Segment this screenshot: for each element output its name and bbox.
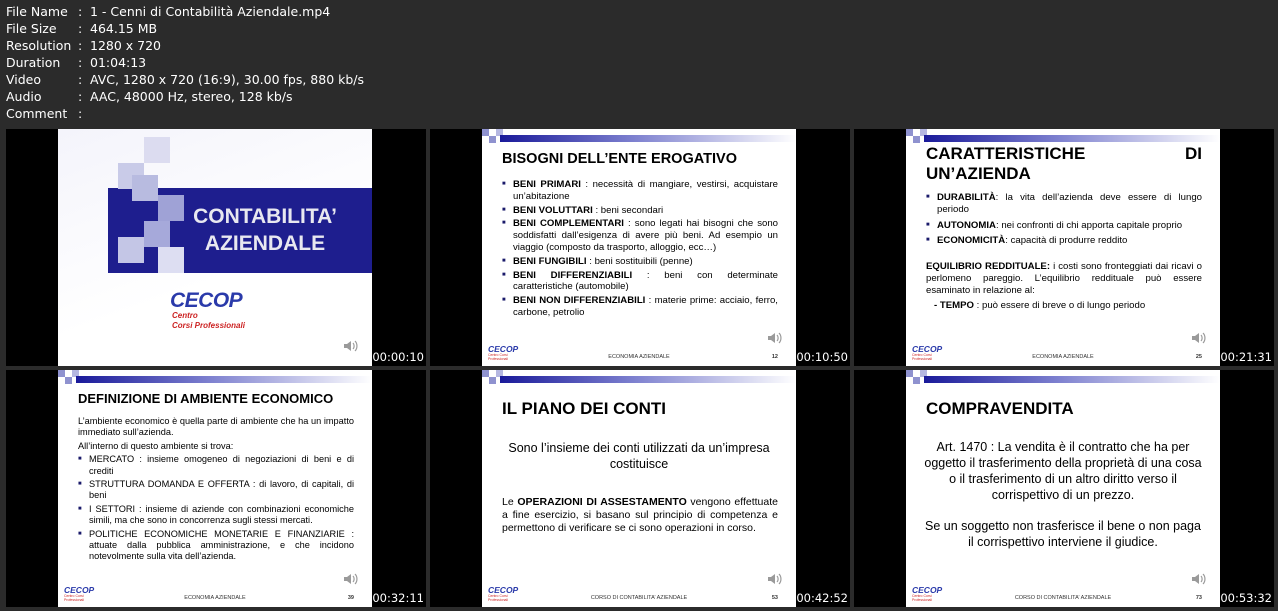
bullet: ■ BENI FUNGIBILI : beni sostituibili (penne) — [502, 256, 778, 268]
cecop-logo: CECOP Centro Corsi Professionali — [488, 344, 519, 361]
bullet: ■ AUTONOMIA: nei confronti di chi apporta capitale proprio — [926, 220, 1202, 232]
cecop-logo: CECOP Centro Corsi Professionali — [170, 289, 245, 330]
slide-subtitle: Sono l’insieme dei conti utilizzati da un’impresa costituisce — [508, 441, 770, 471]
timestamp: 00:32:11 — [372, 591, 424, 605]
cover-title: CONTABILITA’ AZIENDALE — [193, 205, 337, 255]
thumbnail-tile[interactable] — [854, 129, 1274, 366]
slide: COMPRAVENDITA Art. 1470 : La vendita è il contratto che ha per oggetto il trasferimento della proprietà di una cosa o il trasferimento di un altro diritto verso il corrispettivo di un prezzo. Se un soggetto non trasferisce il bene o non paga il corrispettivo interviene il giudice. CECOP Centro Corsi Professionali CORSO DI CONTABILITA’ AZIENDALE 73 — [906, 370, 1220, 607]
info-row: File Name : 1 - Cenni di Contabilità Aziendale.mp4 — [6, 4, 331, 19]
slide-title: IL PIANO DEI CONTI — [502, 399, 667, 418]
slide-body: L’ambiente economico è quella parte di ambiente che ha un impatto immediato sull’azienda. All’interno di questo ambiente si trova: ■ MERCATO : insieme omogeneo di negoziazioni di beni e di crediti ■ STRUTTURA DOMANDA E OFFERTA : di lavoro, di capitali, di beni ■ I SETTORI : insieme di aziende con combinazioni economiche simili, ma che sono in concorrenza sugli stessi mercati. ■ POLITICHE ECONOMICHE MONETARIE E FINANZIARIE : attuate dalla pubblica amministrazione, e che incidono notevolmente sulla vita dell’azienda. — [78, 416, 354, 565]
slide-title: BISOGNI DELL’ENTE EROGATIVO — [502, 151, 737, 167]
bullet: ■ BENI NON DIFFERENZIABILI : materie prime: acciaio, ferro, carbone, petrolio — [502, 295, 778, 319]
bullet: ■ BENI VOLUTTARI : beni secondari — [502, 205, 778, 217]
deco-square — [906, 129, 913, 136]
header-band — [924, 376, 1220, 383]
timestamp: 00:00:10 — [372, 350, 424, 364]
timestamp: 00:53:32 — [1220, 591, 1272, 605]
header-band — [76, 376, 372, 383]
bullet: ■ BENI PRIMARI : necessità di mangiare, vestirsi, acquistare un’abitazione — [502, 179, 778, 203]
speaker-icon — [1190, 330, 1206, 346]
deco-square — [58, 370, 65, 377]
deco-square — [489, 136, 496, 143]
slide-body — [502, 179, 778, 321]
header-band — [500, 376, 796, 383]
cecop-logo: CECOP Centro Corsi Professionali — [488, 585, 519, 602]
bullet: ■ DURABILITÀ: la vita dell’azienda deve essere di lungo periodo — [926, 192, 1202, 216]
deco-square — [913, 136, 920, 143]
deco-square — [482, 370, 489, 377]
paragraph: Le OPERAZIONI DI ASSESTAMENTO vengono effettuate a fine esercizio, si basano sul principio di competenza e permettono di verificare se ci sono operazioni in corso. — [502, 496, 778, 534]
cecop-logo: CECOP Centro Corsi Professionali — [64, 585, 95, 602]
speaker-icon — [766, 571, 782, 587]
deco-square — [482, 129, 489, 136]
paragraph: - TEMPO : può essere di breve o di lungo periodo — [934, 299, 1146, 311]
deco-square — [913, 377, 920, 384]
deco-square — [489, 377, 496, 384]
slide-title: DEFINIZIONE DI AMBIENTE ECONOMICO — [78, 391, 334, 406]
bullet: ■ ECONOMICITÀ: capacità di produrre reddito — [926, 235, 1202, 247]
timestamp: 00:10:50 — [796, 350, 848, 364]
cecop-logo: CECOP Centro Corsi Professionali — [912, 585, 943, 602]
thumbnail-tile[interactable] — [6, 370, 426, 607]
deco-square — [118, 237, 144, 263]
deco-square — [906, 370, 913, 377]
info-row: File Size : 464.15 MB — [6, 21, 158, 36]
slide-title: UN’AZIENDA — [926, 164, 1031, 183]
timestamp: 00:21:31 — [1220, 350, 1272, 364]
speaker-icon — [766, 330, 782, 346]
bullet: ■ BENI COMPLEMENTARI : sono legati hai bisogni che sono soddisfatti dall’esigenza di avere più beni. Ad esempio un viaggio (composto da trasporto, alloggio, ecc…) — [502, 218, 778, 253]
slide-body — [926, 192, 1202, 311]
bullet: ■ POLITICHE ECONOMICHE MONETARIE E FINANZIARIE : attuate dalla pubblica amministrazione, e che incidono notevolmente sulla vita dell’azienda. — [78, 529, 354, 563]
slide-cover — [58, 129, 372, 366]
slide: IL PIANO DEI CONTI Sono l’insieme dei conti utilizzati da un’impresa costituisce Le OPERAZIONI DI ASSESTAMENTO vengono effettuate a fine esercizio, si basano sul principio di competenza e permettono di verificare se ci sono operazioni in corso. CECOP Centro Corsi Professionali CORSO DI CONTABILITA’ AZIENDALE 53 — [482, 370, 796, 607]
slide: BISOGNI DELL’ENTE EROGATIVO ■ BENI PRIMARI : necessità di mangiare, vestirsi, acquistare un’abitazione ■ BENI VOLUTTARI : beni secondari ■ BENI COMPLEMENTARI : sono legati hai bisogni che sono soddisfatti dall’esigenza di avere più beni. Ad esempio un viaggio (composto da trasporto, alloggio, ecc…) ■ BENI FUNGIBILI : beni sostituibili (penne) ■ BENI DIFFERENZIABILI : beni con determinate caratteristiche (automobile) ■ BENI NON DIFFERENZIABILI : materie prime: acciaio, ferro, carbone, petrolio CECOP Centro Corsi Professionali ECONOMIA AZIENDALE 12 — [482, 129, 796, 366]
deco-square — [144, 137, 170, 163]
bullet: ■ I SETTORI : insieme di aziende con combinazioni economiche simili, ma che sono in concorrenza sugli stessi mercati. — [78, 504, 354, 527]
speaker-icon — [342, 571, 358, 587]
thumbnail-tile[interactable] — [430, 370, 850, 607]
paragraph: Art. 1470 : La vendita è il contratto che ha per oggetto il trasferimento della proprietà di una cosa o il trasferimento di un altro diritto verso il corrispettivo di un prezzo. — [924, 440, 1202, 502]
info-row: Duration : 01:04:13 — [6, 55, 147, 70]
thumbnail-tile[interactable] — [430, 129, 850, 366]
speaker-icon — [1190, 571, 1206, 587]
thumbnail-tile[interactable] — [854, 370, 1274, 607]
info-row: Video : AVC, 1280 x 720 (16:9), 30.00 fps, 880 kb/s — [6, 72, 365, 87]
slide-title: COMPRAVENDITA — [926, 399, 1074, 418]
thumbnail-tile[interactable] — [6, 129, 426, 366]
deco-square — [65, 377, 72, 384]
header-band — [500, 135, 796, 142]
slide-title: CARATTERISTICHE DI — [926, 144, 1202, 163]
file-info — [6, 3, 364, 122]
bullet: ■ BENI DIFFERENZIABILI : beni con determinate caratteristiche (automobile) — [502, 270, 778, 294]
bullet: ■ MERCATO : insieme omogeneo di negoziazioni di beni e di crediti — [78, 454, 354, 477]
deco-square — [132, 175, 158, 201]
speaker-icon — [342, 338, 358, 354]
slide: DEFINIZIONE DI AMBIENTE ECONOMICO L’ambiente economico è quella parte di ambiente che ha un impatto immediato sull’azienda. All’interno di questo ambiente si trova: ■ MERCATO : insieme omogeneo di negoziazioni di beni e di crediti ■ STRUTTURA DOMANDA E OFFERTA : di lavoro, di capitali, di beni ■ I SETTORI : insieme di aziende con combinazioni economiche simili, ma che sono in concorrenza sugli stessi mercati. ■ POLITICHE ECONOMICHE MONETARIE E FINANZIARIE : attuate dalla pubblica amministrazione, e che incidono notevolmente sulla vita dell’azienda. CECOP Centro Corsi Professionali ECONOMIA AZIENDALE 39 — [58, 370, 372, 607]
cecop-logo: CECOP Centro Corsi Professionali — [912, 344, 943, 361]
paragraph: Se un soggetto non trasferisce il bene o non paga il corrispettivo interviene il giudice. — [925, 519, 1201, 549]
paragraph: EQUILIBRIO REDDITUALE: i costi sono fronteggiati dai ricavi o perlomeno pareggio. L’equilibrio reddituale può essere esaminato in relazione al: — [926, 261, 1202, 296]
info-row: Comment : — [6, 106, 83, 121]
info-row: Resolution : 1280 x 720 — [6, 38, 162, 53]
header-band — [924, 135, 1220, 142]
slide: CARATTERISTICHE DI UN’AZIENDA ■ DURABILITÀ: la vita dell’azienda deve essere di lungo periodo ■ AUTONOMIA: nei confronti di chi apporta capitale proprio ■ ECONOMICITÀ: capacità di produrre reddito EQUILIBRIO REDDITUALE: i costi sono fronteggiati dai ricavi o perlomeno pareggio. L’equilibrio reddituale può essere esaminato in relazione al: - TEMPO : può essere di breve o di lungo periodo CECOP Centro Corsi Professionali ECONOMIA AZIENDALE 25 — [906, 129, 1220, 366]
bullet: ■ STRUTTURA DOMANDA E OFFERTA : di lavoro, di capitali, di beni — [78, 479, 354, 502]
timestamp: 00:42:52 — [796, 591, 848, 605]
info-row: Audio : AAC, 48000 Hz, stereo, 128 kb/s — [6, 89, 293, 104]
